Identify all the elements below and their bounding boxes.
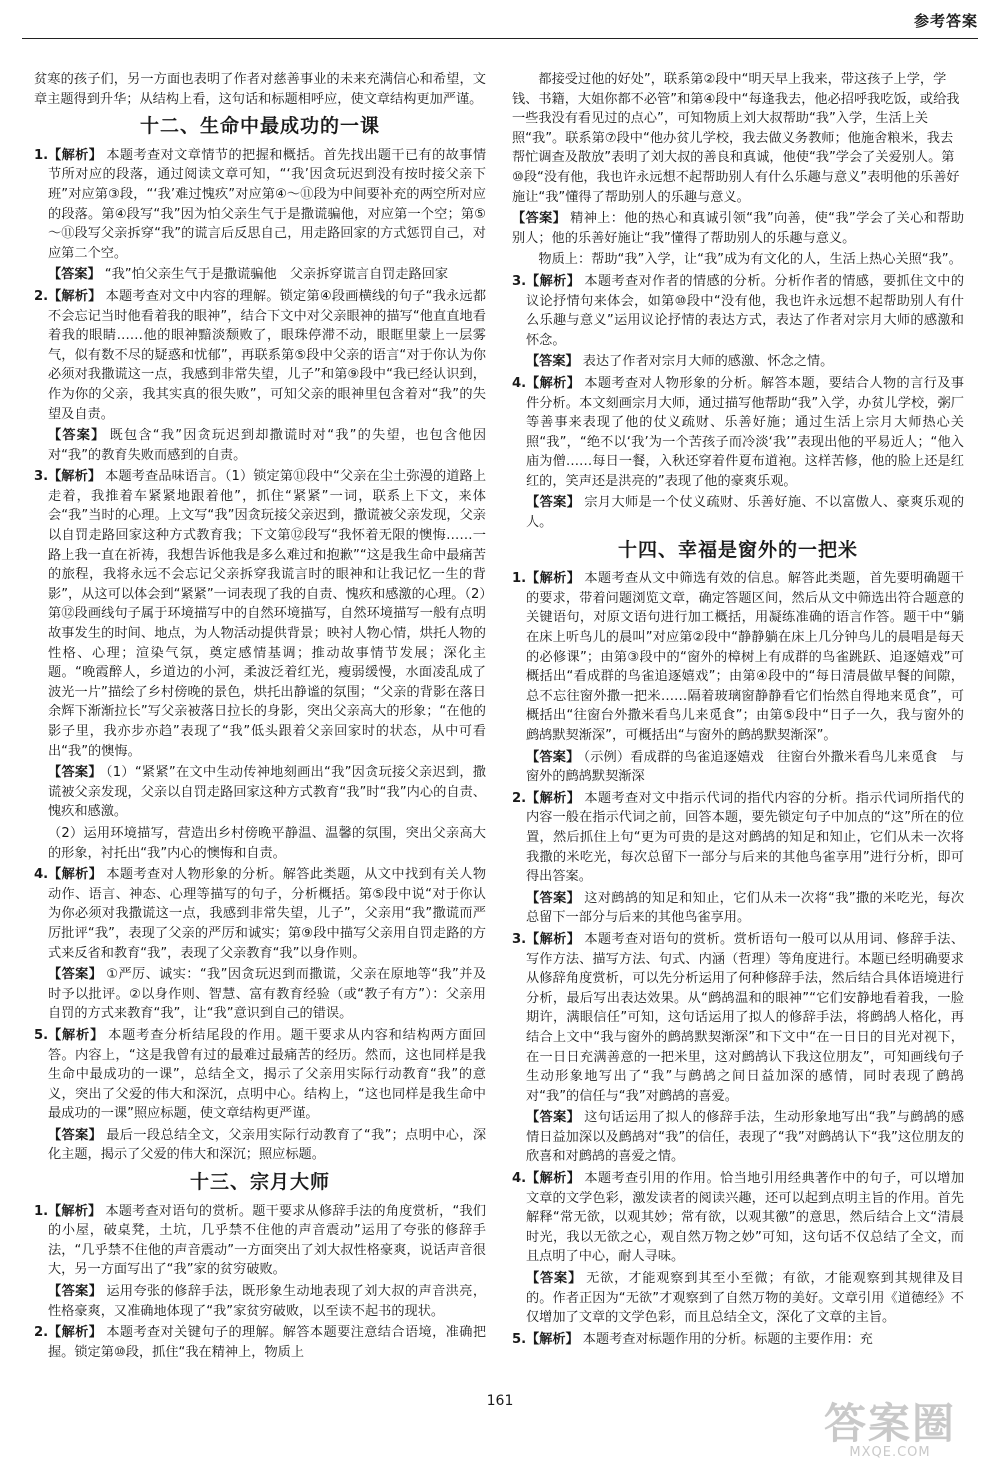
question-number: 1. <box>34 1203 49 1219</box>
question-number: 1. <box>34 147 49 163</box>
s14-question-3 <box>512 930 964 1167</box>
analysis-text: 本题考查对标题作用的分析。标题的主要作用：充 <box>582 1331 873 1347</box>
question-number: 3. <box>512 273 527 289</box>
analysis-text: 本题考查对关键句子的理解。解答本题要注意结合语境，准确把握。锁定第⑩段，抓住“我在精神上，物质上 <box>48 1325 487 1360</box>
question-number: 2. <box>512 790 527 806</box>
watermark-big-text: 答案圈 <box>823 1399 956 1448</box>
answer-text: 既包含“我”因贪玩迟到却撒谎时对“我”的失望，也包含他因对“我”的教育失败而感到的自责。 <box>48 428 487 463</box>
answer-tag: 【答案】 <box>526 1110 581 1126</box>
header-label: 参考答案 <box>913 12 978 30</box>
intro-paragraph: 贫寒的孩子们，另一方面也表明了作者对慈善事业的未来充满信心和希望，文章主题得到升华；从结构上看，这句话和标题相呼应，使文章结构更加严谨。 <box>34 72 486 107</box>
answer-tag: 【答案】 <box>526 890 581 906</box>
section-14-title: 十四、幸福是窗外的一把米 <box>617 538 858 561</box>
analysis-text: 本题考查品味语言。（1）锁定第⑪段中“父亲在尘土弥漫的道路上走着，我推着车紧紧地跟着他”，抓住“紧紧”一词，联系上下文，来体会“我”当时的心理。上文写“我”因贪玩接父亲迟到，撒谎被父亲发现，父亲以自罚走路回家这种方式教育我；下文第⑫段写“我怀着无限的懊悔……一路上我一直在祈祷，我想告诉他我是多么难过和抱歉”“这是我生命中最痛苦的旅程，我将永远不会忘记父亲拆穿我谎言时的眼神和让我记忆一生的背影”，从这可以体会到“紧紧”一词表现了我的自责、愧疚和感激的心理。（2）第⑫段画线句子属于环境描写中的自然环境描写，自然环境描写一般有点明故事发生的时间、地点，为人物活动提供背景；映衬人物心情，烘托人物的性格、心理；渲染气氛，奠定感情基调；推动故事情节发展；深化主题。“晚霞醉人，乡道边的小河，柔波泛着红光，瘦弱缓慢，水面凌乱成了波光一片”描绘了乡村傍晚的景色，烘托出静谧的氛围；“父亲的背影在落日余辉下渐渐拉长”写父亲被落日拉长的身影，突出父亲高大的形象；“在他的影子里，我亦步亦趋”表现了“我”低头跟着父亲回家时的状态，从中可看出“我”的懊悔。 <box>48 469 487 759</box>
analysis-tag: 【解析】 <box>48 288 102 304</box>
analysis-tag: 【解析】 <box>48 147 103 163</box>
s14-question-5 <box>512 1330 964 1350</box>
s13-question-2 <box>34 1323 486 1362</box>
header-rule <box>22 38 978 39</box>
s14-question-4 <box>512 1169 964 1328</box>
analysis-text: 本题考查对文中指示代词的指代内容的分析。指示代词所指代的内容一般在指示代词之前，回答本题，要先锁定句子中加点的“这”所在的位置，然后抓住上句“更为可贵的是这对鹧鸪的知足和知止，它们从未一次将我撒的米吃光，每次总留下一部分与后来的其他鸟雀享用”进行分析，即可得出答案。 <box>526 790 965 885</box>
analysis-text: 本题考查对语句的赏析。赏析语句一般可以从用词、修辞手法、写作方法、描写方法、句式、内涵（哲理）等角度进行。本题已经明确要求从修辞角度赏析，可以先分析运用了何种修辞手法，然后结合具体语境进行分析，最后写出表达效果。从“鹧鸪温和的眼神”“它们安静地看着我，一脸期许，满眼信任”可知，这句话运用了拟人的修辞手法，将鹧鸪人格化，再结合上文中“我与窗外的鹧鸪默契渐深”和下文中“在一日日的目光对视下，在一日日充满善意的一把米里，这对鹧鸪认下我这位朋友”，可知画线句子生动形象地写出了“我”与鹧鸪之间日益加深的感情，同时表现了鹧鸪对“我”的信任与“我”对鹧鸪的喜爱。 <box>526 931 965 1104</box>
analysis-text: 本题考查对文中内容的理解。锁定第④段画横线的句子“我永远都不会忘记当时他看着我的眼神”，结合下文中对父亲眼神的描写“他直直地看着我的眼睛……他的眼神黯淡颓败了，眼珠停滞不动，眼眶里蒙上一层雾气，似有数不尽的疑惑和忧郁”，再联系第⑤段中父亲的语言“对于你认为你必须对我撒谎这一点，我感到非常失望，儿子”和第⑨段中“我已经认识到，作为你的父亲，我其实真的很失败”，可知父亲的眼神里包含着对“我”的失望及自责。 <box>48 288 487 422</box>
analysis-tag: 【解析】 <box>48 1027 105 1043</box>
s13-question-1 <box>34 1202 486 1322</box>
question-number: 5. <box>512 1331 527 1347</box>
answer-tag: 【答案】 <box>526 495 581 511</box>
analysis-tag: 【解析】 <box>526 273 581 289</box>
analysis-text: 本题考查对人物形象的分析。解答本题，要结合人物的言行及事件分析。本文刻画宗月大师，通过描写他帮助“我”入学，办贫儿学校，粥厂等善事来表现了他的仗义疏财、乐善好施；通过生活上宗月大师热心关照“我”，“绝不以‘我’为一个苦孩子而冷淡‘我’”表现出他的平易近人；“他入庙为僧……每日一餐，入秋还穿着件夏布道袍。这样苦修，他的脸上还是红红的，笑声还是洪亮的”表现了他的豪爽乐观。 <box>526 375 965 489</box>
question-number: 2. <box>34 1325 49 1341</box>
watermark-url: MXQE.COM <box>849 1445 931 1460</box>
analysis-text: 本题考查从文中筛选有效的信息。解答此类题，首先要明确题干的要求，带着问题浏览文章，确定答题区间，然后从文中筛选出符合题意的关键语句，对原文语句进行加工概括，用凝练准确的语言作答。题干中“躺在床上听鸟儿的晨叫”对应第②段中“静静躺在床上几分钟鸟儿的晨唱是每天的必修课”；由第③段中的“窗外的樟树上有成群的鸟雀跳跃、追逐嬉戏”可概括出“看成群的鸟雀追逐嬉戏”；由第④段中的“每日清晨做早餐的间隙，总不忘往窗外撒一把米……隔着玻璃窗静静看它们怡然自得地来觅食”，可概括出“往窗台外撒米看鸟儿来觅食”；由第⑤段中“日子一久，我与窗外的鹧鸪默契渐深”，可概括出“与窗外的鹧鸪默契渐深”。 <box>526 571 965 743</box>
analysis-tag: 【解析】 <box>526 790 581 806</box>
question-number: 4. <box>34 867 49 883</box>
analysis-tag: 【解析】 <box>526 571 581 587</box>
answer-text: 精神上：他的热心和真诚引领“我”向善，使“我”学会了关心和帮助别人；他的乐善好施让“我”懂得了帮助别人的乐趣与意义。 <box>512 211 965 246</box>
question-number: 4. <box>512 375 527 391</box>
question-number: 5. <box>34 1027 49 1043</box>
answer-text: ①严厉、诚实：“我”因贪玩迟到而撒谎，父亲在原地等“我”并及时予以批评。②以身作则、智慧、富有教育经验（或“教子有方”）：父亲用自罚的方式来教育“我”，让“我”意识到自己的错误。 <box>48 967 487 1022</box>
analysis-text: 本题考查对作者的情感的分析。分析作者的情感，要抓住文中的议论抒情句来体会，如第⑩段中“没有他，我也许永远想不起帮助别人有什么乐趣与意义”运用议论抒情的表达方式，表达了作者对宗月大师的感激和怀念。 <box>526 273 965 348</box>
answer-text: 运用夸张的修辞手法，既形象生动地表现了刘大叔的声音洪亮，性格豪爽，又准确地体现了“我”家贫穷破败，以至读不起书的现状。 <box>48 1284 487 1319</box>
s12-question-5 <box>34 1026 486 1165</box>
answer-tag: 【答案】 <box>526 354 579 370</box>
analysis-tag: 【解析】 <box>48 469 102 485</box>
question-number: 2. <box>34 288 49 304</box>
page-number: 161 <box>486 1393 514 1409</box>
s13-question-4 <box>512 374 964 533</box>
answer-tag: 【答案】 <box>526 749 580 765</box>
s12-question-2 <box>34 287 486 465</box>
analysis-tag: 【解析】 <box>48 867 103 883</box>
s13-question-3 <box>512 272 964 372</box>
left-column <box>34 70 486 1364</box>
analysis-text: 本题考查对人物形象的分析。解答此类题，从文中找到有关人物动作、语言、神态、心理等描写的句子，分析概括。第⑤段中说“对于你认为你必须对我撒谎这一点，我感到非常失望，儿子”，父亲用“我”撒谎而严厉批评“我”，表现了父亲的严厉和诚实；第⑨段中描写父亲用自罚走路的方式来反省和教育“我”，表现了父亲教育“我”以身作则。 <box>48 867 487 961</box>
answer-tag: 【答案】 <box>526 1271 583 1287</box>
s14-question-2 <box>512 789 964 928</box>
analysis-tag: 【解析】 <box>48 1203 102 1219</box>
answer-text: （1）“紧紧”在文中生动传神地刻画出“我”因贪玩接父亲迟到，撒谎被父亲发现，父亲以自罚走路回家这种方式教育“我”时“我”内心的自责、愧疚和感激。 <box>48 765 486 820</box>
analysis-tag: 【解析】 <box>526 931 581 947</box>
question-number: 3. <box>512 931 527 947</box>
answer-tag: 【答案】 <box>48 1284 103 1300</box>
analysis-text: 本题考查引用的作用。恰当地引用经典著作中的句子，可以增加文章的文学色彩，激发读者的阅读兴趣，还可以起到点明主旨的作用。首先解释“常无欲，以观其妙；常有欲，以观其徼”的意思，然后结合上文“清晨时光，我以无欲之心，观自然万物之妙”可知，这句话不仅总结了全文，而且点明了中心，耐人寻味。 <box>526 1171 965 1265</box>
answer-tag: 【答案】 <box>48 267 101 283</box>
answer-tag: 【答案】 <box>48 967 103 983</box>
answer-text: 表达了作者对宗月大师的感激、怀念之情。 <box>582 354 834 370</box>
s12-question-3 <box>34 467 486 863</box>
right-column <box>512 70 964 1351</box>
watermark-logo <box>790 1399 990 1460</box>
answer-text: 无欲，才能观察到其至小至微；有欲，才能观察到其规律及目的。作者正因为“无欲”才观察到了自然万物的美好。文章引用《道德经》不仅增加了文章的文学色彩，而且总结全文，深化了文章的主旨。 <box>526 1271 964 1326</box>
analysis-tag: 【解析】 <box>526 375 581 391</box>
answer-tag: 【答案】 <box>48 428 106 444</box>
answer-text: 这对鹧鸪的知足和知止，它们从未一次将“我”撒的米吃光，每次总留下一部分与后来的其他鸟雀享用。 <box>526 890 965 926</box>
answer-tag: 【答案】 <box>48 1127 103 1143</box>
answer-text: 宗月大师是一个仗义疏财、乐善好施、不以富傲人、豪爽乐观的人。 <box>526 495 965 531</box>
analysis-tag: 【解析】 <box>526 1171 581 1187</box>
answer-text-2: （2）运用环境描写，营造出乡村傍晚平静温、温馨的氛围，突出父亲高大的形象，衬托出“我”内心的懊悔和自责。 <box>48 825 486 861</box>
s12-question-4 <box>34 865 486 1024</box>
answer-text: 最后一段总结全文，父亲用实际行动教育了“我”；点明中心，深化主题，揭示了父爱的伟大和深沉；照应标题。 <box>48 1127 487 1163</box>
analysis-text: 本题考查对语句的赏析。题干要求从修辞手法的角度赏析，“我们的小屋，破桌凳，土坑，几乎禁不住他的声音震动”运用了夸张的修辞手法，“几乎禁不住他的声音震动”一方面突出了刘大叔性格豪爽，说话声音很大，另一方面写出了“我”家的贫穷破败。 <box>48 1203 486 1278</box>
question-number: 1. <box>512 571 527 587</box>
s14-question-1 <box>512 569 964 787</box>
s12-question-1 <box>34 146 486 285</box>
answer-tag: 【答案】 <box>512 211 567 227</box>
analysis-tag: 【解析】 <box>526 1331 579 1347</box>
s13-q2-continuation: 都接受过他的好处”，联系第②段中“明天早上我来，带这孩子上学，学钱、书籍，大姐你都不必管”和第④段中“每逢我去，他必招呼我吃饭，或给我一些我没有看见过的点心”，可知物质上刘大叔帮助“我”入学，生活上关照“我”。联系第⑦段中“他办贫儿学校，我去做义务教师；他施舍粮米，我去帮忙调查及散放”表明了刘大叔的善良和真诚，他使“我”学会了关爱别人。第⑩段“没有他，我也许永远想不起帮助别人有什么乐趣与意义”表明他的乐善好施让“我”懂得了帮助别人的乐趣与意义。 <box>512 72 960 205</box>
section-13-title: 十三、宗月大师 <box>189 1171 330 1194</box>
section-12-title: 十二、生命中最成功的一课 <box>139 115 380 138</box>
answer-text: （示例）看成群的鸟雀追逐嬉戏 往窗台外撒米看鸟儿来觅食 与窗外的鹧鸪默契渐深 <box>526 749 965 785</box>
analysis-tag: 【解析】 <box>48 1325 103 1341</box>
answer-tag: 【答案】 <box>48 765 102 781</box>
question-number: 4. <box>512 1171 527 1187</box>
answer-text-2: 物质上：帮助“我”入学，让“我”成为有文化的人，生活上热心关照“我”。 <box>538 252 962 268</box>
question-number: 3. <box>34 469 49 485</box>
answer-text: “我”怕父亲生气于是撒谎骗他 父亲拆穿谎言自罚走路回家 <box>104 267 449 283</box>
analysis-text: 本题考查分析结尾段的作用。题干要求从内容和结构两方面回答。内容上，“这是我曾有过的最难过最痛苦的经历。然而，这也同样是我生命中最成功的一课”，总结全文，揭示了父亲用实际行动教育“我”的意义，突出了父爱的伟大和深沉，点明中心。结构上，“这也同样是我生命中最成功的一课”照应标题，使文章结构更严谨。 <box>48 1027 486 1122</box>
answer-text: 这句话运用了拟人的修辞手法，生动形象地写出“我”与鹧鸪的感情日益加深以及鹧鸪对“我”的信任，表现了“我”对鹧鸪认下“我”这位朋友的欣喜和对鹧鸪的喜爱之情。 <box>526 1110 965 1165</box>
analysis-text: 本题考查对文章情节的把握和概括。首先找出题干已有的故事情节所对应的段落，通过阅读文章可知，“‘我’因贪玩迟到没有按时接父亲下班”对应第③段，“‘我’难过愧疚”对应第④～⑪段为中间要补充的两空所对应的段落。第④段写“我”因为怕父亲生气于是撒谎骗他，对应第一个空；第⑤～⑪段写父亲拆穿“我”的谎言后反思自己，用走路回家的方式惩罚自己，对应第二个空。 <box>48 147 487 261</box>
